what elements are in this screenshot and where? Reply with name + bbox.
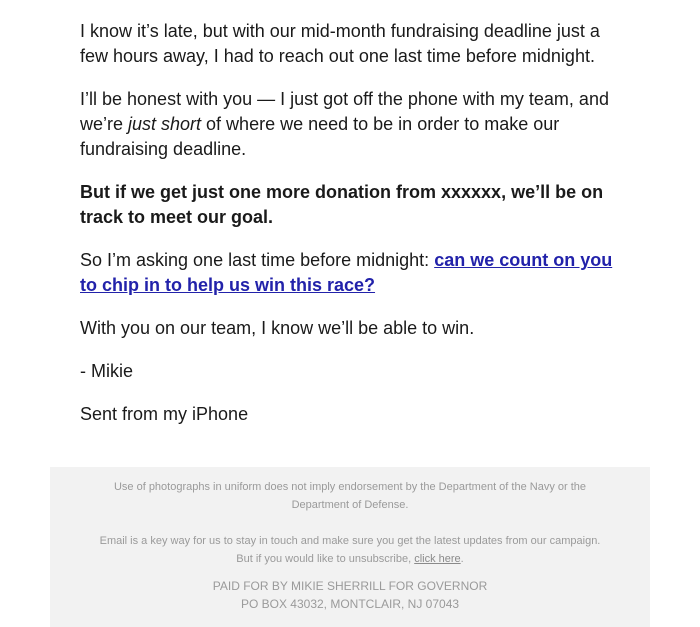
sent-from-signature: Sent from my iPhone [80,404,249,424]
footer-email-note [90,532,610,568]
honesty-paragraph [80,87,630,162]
footer-disclaimer: Use of photographs in uniform does not imply endorsement by the Department of the Navy or the Department of Defense. [113,481,587,511]
ask-text: So I’m asking one last time before midnight: [80,250,435,270]
honesty-text-start: I’ll be honest with you — I just got off the phone with my team, and we’re [80,89,609,134]
paid-for-address: PO BOX 43032, MONTCLAIR, NJ 07043 [240,597,460,611]
email-note-line2-end: . [460,553,464,565]
email-note-line2-start: But if you would like to unsubscribe, [236,553,415,565]
intro-paragraph: I know it’s late, but with our mid-month fundraising deadline just a few hours away, I had to reach out one last time before midnight. [80,21,600,66]
emphasis-text: just short [128,114,202,134]
paid-for-line1: PAID FOR BY MIKIE SHERRILL FOR GOVERNOR [212,579,488,593]
donation-goal-paragraph: But if we get just one more donation from xxxxxx, we’ll be on track to meet our goal. [80,182,604,227]
signoff: - Mikie [80,361,133,381]
email-footer [50,467,650,627]
unsubscribe-link[interactable]: click here [414,553,461,565]
paid-for-disclaimer [50,577,650,613]
email-body [80,19,630,445]
email-note-line1: Email is a key way for us to stay in touch and make sure you get the latest updates from our campaign. [99,535,601,547]
donate-cta-link[interactable]: can we count on you to chip in to help us win this race? [80,250,613,295]
closing-paragraph: With you on our team, I know we’ll be able to win. [80,318,475,338]
honesty-text-end: of where we need to be in order to make our fundraising deadline. [80,114,560,159]
ask-paragraph [80,248,630,298]
